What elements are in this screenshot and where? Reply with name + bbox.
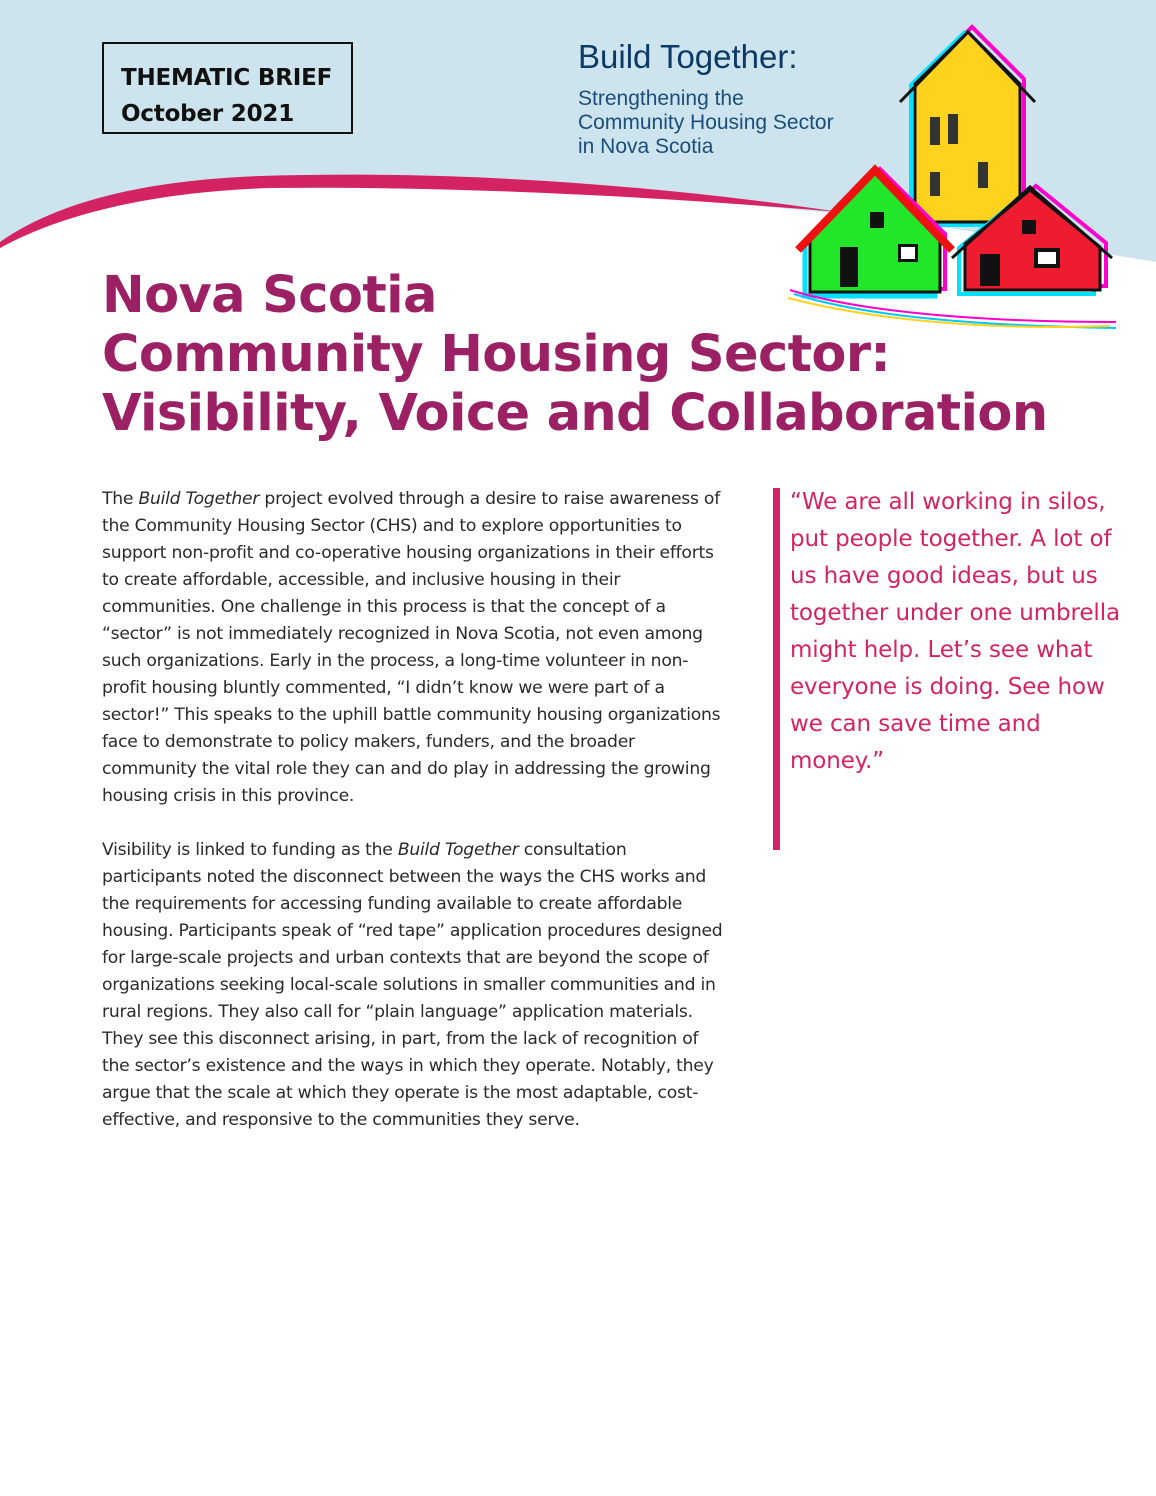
brief-label: THEMATIC BRIEF bbox=[121, 65, 333, 91]
brand-subtitle: Strengthening the Community Housing Sector in Nova Scotia bbox=[578, 87, 834, 158]
brand-title: Build Together: bbox=[578, 38, 798, 75]
pull-quote: “We are all working in silos, put people together. A lot of us have good ideas, but us together under one umbrella might help. Let’s see what everyone is doing. See how we can save time and money.” bbox=[790, 489, 1120, 774]
project-name: Build Together bbox=[397, 840, 519, 860]
paragraph-2: Visibility is linked to funding as the Build Together consultation participants noted the disconnect between the ways the CHS works and the requirements for accessing funding available to create affordable housing. Participants speak of “red tape” application procedures designed for large-scale projects and urban contexts that are beyond the scope of organizations seeking local-scale solutions in smaller communities and in rural regions. They also call for “plain language” application materials. They see this disconnect arising, in part, from the lack of recognition of the sector’s existence and the ways in which they operate. Notably, they argue that the scale at which they operate is the most adaptable, cost-effective, and responsive to the communities they serve. bbox=[102, 840, 723, 1130]
quote-accent-bar bbox=[773, 488, 780, 850]
title-line-1: Nova Scotia bbox=[102, 266, 437, 325]
page-title bbox=[102, 266, 1062, 443]
body-text bbox=[102, 486, 727, 1161]
project-name: Build Together bbox=[138, 489, 260, 509]
paragraph-1: The Build Together project evolved through a desire to raise awareness of the Community Housing Sector (CHS) and to explore opportunities to support non-profit and co-operative housing organizations in their efforts to create affordable, accessible, and inclusive housing in their communities. One challenge in this process is that the concept of a “sector” is not immediately recognized in Nova Scotia, not even among such organizations. Early in the process, a long-time volunteer in non-profit housing bluntly commented, “I didn’t know we were part of a sector!” This speaks to the uphill battle community housing organizations face to demonstrate to policy makers, funders, and the broader community the vital role they can and do play in addressing the growing housing crisis in this province. bbox=[102, 489, 721, 806]
title-line-3: Visibility, Voice and Collaboration bbox=[102, 384, 1048, 443]
title-line-2: Community Housing Sector: bbox=[102, 325, 891, 384]
thematic-brief-box bbox=[102, 42, 353, 134]
brief-date: October 2021 bbox=[121, 101, 295, 127]
